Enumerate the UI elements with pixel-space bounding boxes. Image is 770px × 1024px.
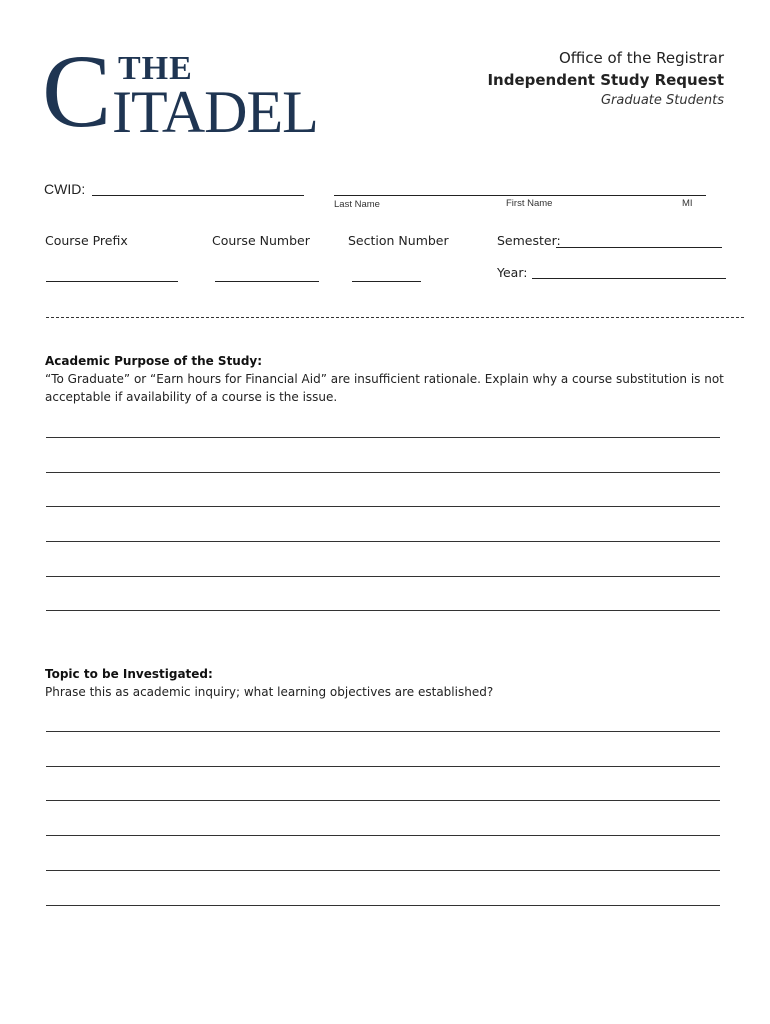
citadel-logo xyxy=(42,34,332,149)
year-field[interactable] xyxy=(532,278,726,279)
purpose-answer-line-5[interactable] xyxy=(46,576,720,577)
academic-purpose-description: “To Graduate” or “Earn hours for Financial Aid” are insufficient rationale. Explain why a course substitution is not acceptable if availability of a course is the issue. xyxy=(45,372,724,404)
topic-answer-line-4[interactable] xyxy=(46,835,720,836)
year-label: Year: xyxy=(497,265,528,280)
course-number-label: Course Number xyxy=(212,233,310,248)
topic-answer-line-2[interactable] xyxy=(46,766,720,767)
name-field[interactable] xyxy=(334,195,706,196)
cwid-field[interactable] xyxy=(92,195,304,196)
logo-itadel: ITADEL xyxy=(112,79,318,145)
form-title: Independent Study Request xyxy=(487,71,724,89)
topic-answer-line-1[interactable] xyxy=(46,731,720,732)
purpose-answer-line-4[interactable] xyxy=(46,541,720,542)
topic-title: Topic to be Investigated: xyxy=(45,667,213,681)
section-number-field[interactable] xyxy=(352,281,421,282)
mi-label: MI xyxy=(682,198,693,209)
course-prefix-label: Course Prefix xyxy=(45,233,128,248)
topic-answer-line-3[interactable] xyxy=(46,800,720,801)
purpose-answer-line-2[interactable] xyxy=(46,472,720,473)
dashed-divider xyxy=(46,317,744,318)
last-name-label: Last Name xyxy=(334,199,380,210)
logo-the: THE xyxy=(118,50,193,87)
first-name-label: First Name xyxy=(506,198,553,209)
logo-letter-c: C xyxy=(42,34,108,149)
topic-answer-line-6[interactable] xyxy=(46,905,720,906)
course-prefix-field[interactable] xyxy=(46,281,178,282)
topic-description: Phrase this as academic inquiry; what learning objectives are established? xyxy=(45,685,494,699)
form-subtitle: Graduate Students xyxy=(600,93,724,108)
purpose-answer-line-1[interactable] xyxy=(46,437,720,438)
purpose-answer-line-6[interactable] xyxy=(46,610,720,611)
semester-label: Semester: xyxy=(497,233,561,248)
office-name: Office of the Registrar xyxy=(558,49,724,67)
academic-purpose-title: Academic Purpose of the Study: xyxy=(45,354,263,368)
course-number-field[interactable] xyxy=(215,281,319,282)
purpose-answer-line-3[interactable] xyxy=(46,506,720,507)
section-number-label: Section Number xyxy=(348,233,449,248)
semester-field[interactable] xyxy=(556,247,722,248)
cwid-label: CWID: xyxy=(44,181,86,197)
topic-answer-line-5[interactable] xyxy=(46,870,720,871)
